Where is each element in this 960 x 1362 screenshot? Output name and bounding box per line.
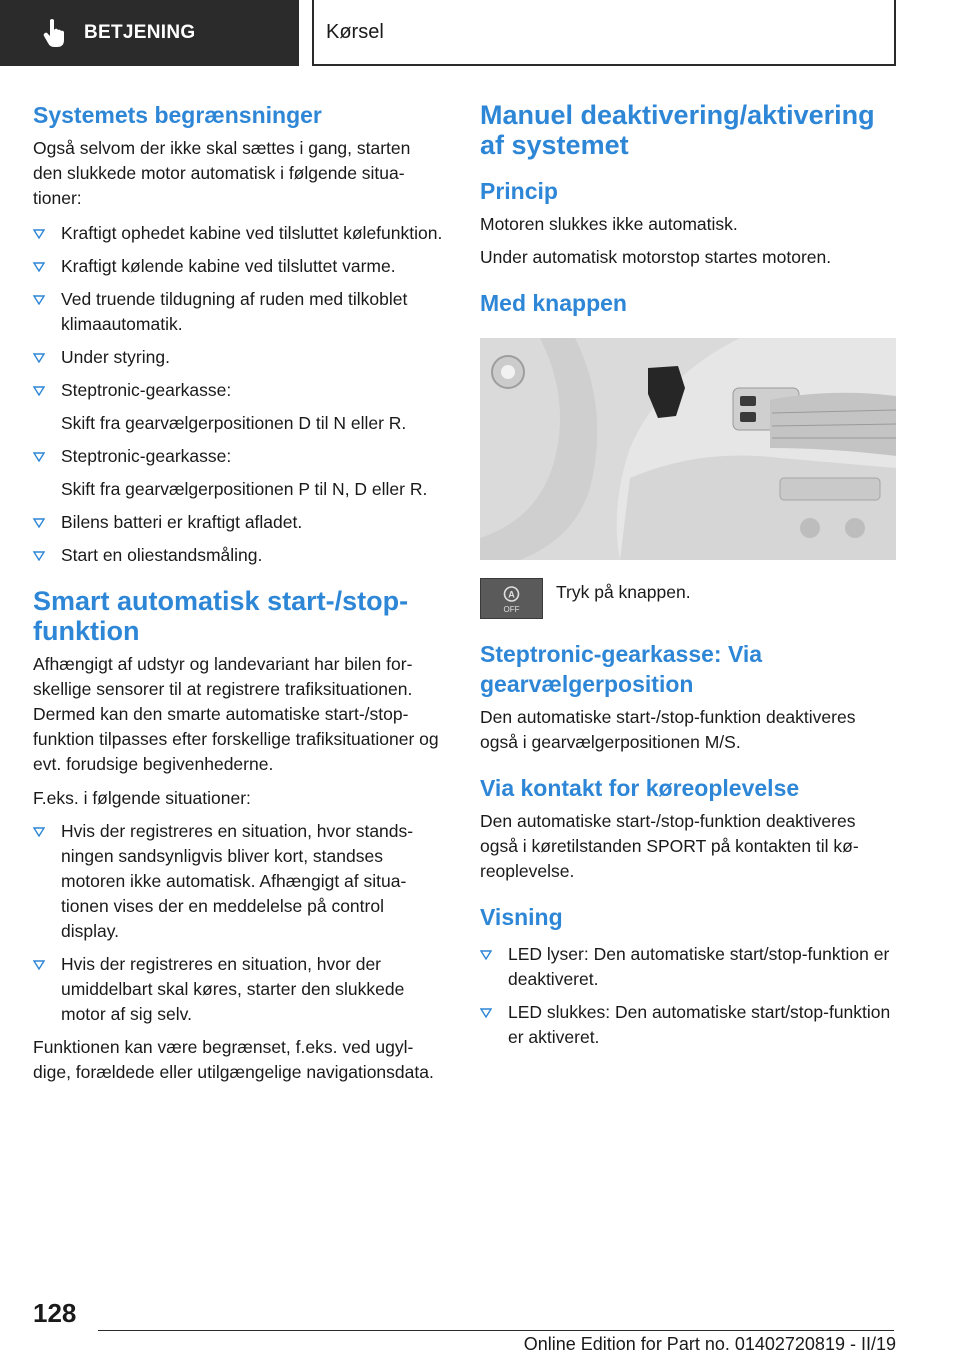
triangle-bullet-icon xyxy=(33,295,45,305)
triangle-bullet-icon xyxy=(33,229,45,239)
triangle-bullet-icon xyxy=(33,960,45,970)
smart-example: F.eks. i følgende situationer: xyxy=(33,788,251,808)
left-column xyxy=(33,100,443,1085)
header-section-tab xyxy=(0,0,299,66)
manual-heading: Manuel deaktivering/aktivering af systemet xyxy=(480,100,875,160)
button-instruction: Tryk på knappen. xyxy=(556,582,691,602)
triangle-bullet-icon xyxy=(480,950,492,960)
hand-pointer-icon xyxy=(42,18,68,48)
page-number: 128 xyxy=(33,1298,77,1328)
list-item: Steptronic-gearkasse: Skift fra gearvælgerpositionen D til N eller R. xyxy=(33,378,443,436)
list-item: Ved truende tildugning af ruden med tilkoblet klimaautomatik. xyxy=(33,287,443,337)
button-instruction-row xyxy=(480,578,896,619)
list-item: Hvis der registreres en situation, hvor standsningen sandsynligvis bliver kort, standses motoren ikke automatisk. Afhængigt af situationen vises der en meddelelse på control display. xyxy=(33,819,443,944)
display-heading: Visning xyxy=(480,904,563,930)
principle-heading: Princip xyxy=(480,178,558,204)
button-heading: Med knappen xyxy=(480,290,627,316)
smart-intro: Afhængigt af udstyr og landevariant har bilen forskellige sensorer til at registrere trafiksituationen. Dermed kan den smarte automatiske start-/stop-funktion tilpasses efter forskellige trafiksituationer og evt. forudsige begivenhederne. xyxy=(33,654,439,774)
list-item: Kraftigt ophedet kabine ved tilsluttet kølefunktion. xyxy=(33,221,443,246)
list-item-continuation: Skift fra gearvælgerpositionen D til N eller R. xyxy=(61,413,407,433)
chapter-header xyxy=(312,0,896,66)
triangle-bullet-icon xyxy=(33,827,45,837)
list-item-continuation: Skift fra gearvælgerpositionen P til N, D eller R. xyxy=(61,479,428,499)
auto-start-stop-off-button xyxy=(480,578,543,619)
list-item: Hvis der registreres en situation, hvor der umiddelbart skal køres, starter den slukkede motor af sig selv. xyxy=(33,952,443,1027)
edition-text: Online Edition for Part no. 01402720819 - II/19 xyxy=(523,1334,896,1354)
section-label: BETJENING xyxy=(84,22,196,43)
auto-start-stop-icon xyxy=(481,579,542,618)
principle-text-1: Motoren slukkes ikke automatisk. xyxy=(480,214,738,234)
triangle-bullet-icon xyxy=(33,353,45,363)
gear-text: Den automatiske start-/stop-funktion deaktiveres også i gearvælgerpositionen M/S. xyxy=(480,707,856,752)
dashboard-drawing xyxy=(480,338,896,560)
svg-text:A: A xyxy=(508,589,515,600)
principle-text-2: Under automatisk motorstop startes motoren. xyxy=(480,247,832,267)
display-list xyxy=(480,942,896,1050)
dashboard-illustration xyxy=(480,338,896,560)
svg-text:OFF: OFF xyxy=(503,605,520,614)
triangle-bullet-icon xyxy=(33,262,45,272)
drive-heading: Via kontakt for køreoplevelse xyxy=(480,775,800,801)
right-column xyxy=(480,100,896,1050)
smart-heading: Smart automatisk start-/stop-funktion xyxy=(33,586,409,646)
list-item: LED lyser: Den automatiske start/stop-funktion er deaktiveret. xyxy=(480,942,896,992)
triangle-bullet-icon xyxy=(33,386,45,396)
footer-divider xyxy=(98,1330,894,1331)
smart-list xyxy=(33,819,443,1027)
limits-heading: Systemets begrænsninger xyxy=(33,102,322,128)
list-item: Bilens batteri er kraftigt afladet. xyxy=(33,510,443,535)
gear-heading: Steptronic-gearkasse: Via gearvælgerposition xyxy=(480,641,763,697)
triangle-bullet-icon xyxy=(33,452,45,462)
triangle-bullet-icon xyxy=(480,1008,492,1018)
list-item: Under styring. xyxy=(33,345,443,370)
triangle-bullet-icon xyxy=(33,551,45,561)
limits-list xyxy=(33,221,443,568)
list-item: Start en oliestandsmåling. xyxy=(33,543,443,568)
list-item: Steptronic-gearkasse: Skift fra gearvælgerpositionen P til N, D eller R. xyxy=(33,444,443,502)
limits-intro: Også selvom der ikke skal sættes i gang, starten den slukkede motor automatisk i følgende situationer: xyxy=(33,138,411,208)
chapter-title: Kørsel xyxy=(326,20,384,43)
drive-text: Den automatiske start-/stop-funktion deaktiveres også i køretilstanden SPORT på kontakten til køreoplevelse. xyxy=(480,811,859,881)
smart-note: Funktionen kan være begrænset, f.eks. ved ugyldige, forældede eller utilgængelige navigationsdata. xyxy=(33,1037,434,1082)
list-item: Kraftigt kølende kabine ved tilsluttet varme. xyxy=(33,254,443,279)
triangle-bullet-icon xyxy=(33,518,45,528)
list-item: LED slukkes: Den automatiske start/stop-funktion er aktiveret. xyxy=(480,1000,896,1050)
